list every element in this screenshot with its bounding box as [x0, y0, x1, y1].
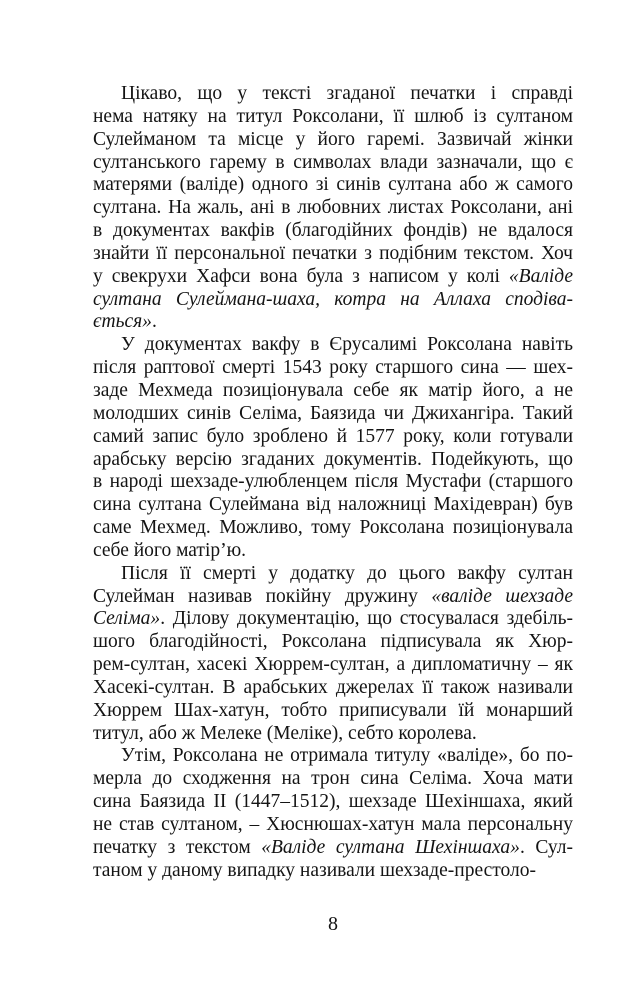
text-line: султана. На жаль, ані в любовних листах Роксолани, ані	[93, 197, 573, 219]
paragraph	[93, 334, 573, 562]
text-line: в документах вакфів (благодійних фондів) не вдалося	[93, 220, 573, 242]
text-line: шого благодійності, Роксолана підписувала як Хюр-	[93, 631, 573, 653]
text-line: Селіма». Ділову документацію, що стосувалася здебіль-	[93, 608, 573, 630]
text-line: таном у даному випадку називали шехзаде-престоло-	[93, 859, 536, 881]
text-line: мерла до сходження на трон сина Селіма. Хоча мати	[93, 768, 573, 790]
text-line: рем-султан, хасекі Хюррем-султан, а дипломатичну – як	[93, 654, 573, 676]
text-block	[93, 83, 573, 883]
text-line: ється».	[93, 311, 157, 333]
text-line: молодших синів Селіма, Баязида чи Джихангіра. Такий	[93, 402, 573, 424]
text-line: заде Мехмеда позиціонувала себе як матір його, а не	[93, 379, 573, 401]
text-line: султанського гарему в символах влади зазначали, що є	[93, 151, 573, 173]
text-line: титул, або ж Мелеке (Меліке), себто королева.	[93, 722, 477, 744]
text-line: матерями (валіде) одного зі синів султана або ж самого	[93, 174, 573, 196]
text-line: у свекрухи Хафси вона була з написом у колі «Валіде	[93, 265, 573, 287]
paragraph	[93, 745, 573, 882]
paragraph	[93, 563, 573, 746]
text-line: Хюррем Шах-хатун, тобто приписували їй монарший	[93, 699, 573, 721]
text-line: Сулейман називав покійну дружину «валіде шехзаде	[93, 585, 573, 607]
text-line: саме Мехмед. Можливо, тому Роксолана позиціонувала	[93, 517, 573, 539]
text-line: після раптової смерті 1543 року старшого сина — шех-	[93, 357, 573, 379]
text-line: У документах вакфу в Єрусалимі Роксолана навіть	[121, 334, 573, 356]
text-line: Цікаво, що у тексті згаданої печатки і справді	[121, 83, 573, 104]
text-line: Утім, Роксолана не отримала титулу «валіде», бо по-	[121, 745, 573, 767]
text-line: Хасекі-султан. В арабських джерелах її також називали	[93, 676, 573, 698]
text-line: знайти її персональної печатки з подібним текстом. Хоч	[93, 242, 573, 264]
text-line: Після її смерті у додатку до цього вакфу султан	[121, 562, 573, 584]
text-line: сина султана Сулеймана від наложниці Махідевран) був	[93, 494, 573, 516]
text-line: не став султаном, – Хюснюшах-хатун мала персональну	[93, 814, 573, 835]
text-line: Сулейманом та місце у його гаремі. Зазвичай жінки	[93, 128, 573, 150]
paragraph	[93, 83, 573, 334]
text-line: в народі шехзаде-улюбленцем після Мустафи (старшого	[93, 471, 573, 493]
page-number: 8	[328, 913, 338, 935]
text-line: султана Сулеймана-шаха, котра на Аллаха сподіва-	[93, 288, 573, 310]
text-line: арабську версію згаданих документів. Подейкують, що	[93, 448, 573, 470]
text-line: печатку з текстом «Валіде султана Шехіншаха». Сул-	[93, 836, 574, 858]
text-line: нема натяку на титул Роксолани, її шлюб із султаном	[93, 105, 573, 127]
text-line: самий запис було зроблено й 1577 року, коли готували	[93, 425, 573, 447]
text-line: сина Баязида II (1447–1512), шехзаде Шехіншаха, який	[93, 791, 573, 813]
text-line: себе його матір’ю.	[93, 539, 247, 561]
